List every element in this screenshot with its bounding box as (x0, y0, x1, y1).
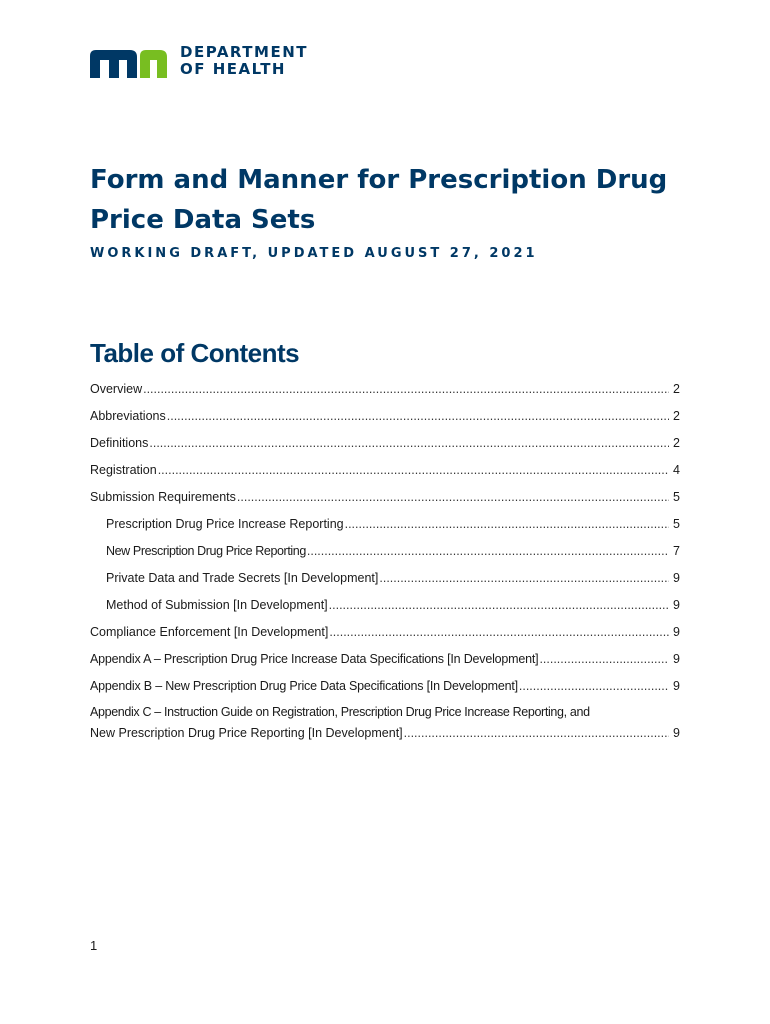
toc-entry-page: 5 (673, 490, 680, 504)
toc-entry-page: 9 (673, 625, 680, 639)
toc-leader-dots (307, 540, 669, 562)
toc-entry-registration[interactable] (90, 459, 680, 486)
toc-leader-dots (329, 621, 669, 643)
toc-entry-label: Overview (90, 382, 143, 396)
toc-entry-label: Abbreviations (90, 409, 166, 423)
toc-entry-page: 9 (673, 598, 680, 612)
toc-entry-compliance-enforcement[interactable] (90, 621, 680, 648)
toc-entry-method-of-submission[interactable] (90, 594, 680, 621)
toc-entry-new-drug-price-reporting[interactable] (90, 540, 680, 567)
toc-leader-dots (539, 648, 669, 670)
toc-entry-label: Registration (90, 463, 157, 477)
toc-entry-overview[interactable] (90, 378, 680, 405)
toc-entry-submission-requirements[interactable] (90, 486, 680, 513)
toc-entry-page: 4 (673, 463, 680, 477)
toc-leader-dots (143, 378, 669, 400)
toc-leader-dots (345, 513, 669, 535)
logo-line-2: OF HEALTH (180, 60, 286, 78)
toc-entry-label-line-1: Appendix C – Instruction Guide on Registration, Prescription Drug Price Increase Reporting, and (90, 705, 590, 719)
toc-entry-label: Method of Submission [In Development] (106, 598, 328, 612)
toc-leader-dots (167, 405, 669, 427)
toc-leader-dots (404, 723, 669, 744)
toc-entry-private-data-trade-secrets[interactable] (90, 567, 680, 594)
toc-leader-dots (237, 486, 669, 508)
toc-entry-page: 7 (673, 544, 680, 558)
toc-entry-appendix-c[interactable] (90, 702, 680, 744)
toc-leader-dots (519, 675, 669, 697)
toc-entry-label-line-2: New Prescription Drug Price Reporting [In Development] (90, 726, 403, 740)
toc-entry-page: 9 (673, 571, 680, 585)
toc-entry-label: Definitions (90, 436, 149, 450)
toc-heading: Table of Contents (90, 338, 300, 368)
toc-entry-page: 2 (673, 436, 680, 450)
toc-entry-label: New Prescription Drug Price Reporting (106, 544, 306, 558)
toc-leader-dots (149, 432, 669, 454)
document-subtitle: WORKING DRAFT, UPDATED AUGUST 27, 2021 (90, 246, 538, 261)
toc-entry-page: 9 (673, 652, 680, 666)
document-title: Form and Manner for Prescription Drug Price Data Sets (90, 165, 668, 235)
toc-entry-abbreviations[interactable] (90, 405, 680, 432)
toc-entry-page: 9 (673, 679, 680, 693)
toc-entry-price-increase-reporting[interactable] (90, 513, 680, 540)
logo-text (180, 44, 308, 78)
toc-entry-label: Appendix A – Prescription Drug Price Increase Data Specifications [In Development] (90, 652, 539, 666)
toc-entry-definitions[interactable] (90, 432, 680, 459)
toc-leader-dots (329, 594, 669, 616)
toc-entry-page: 9 (673, 726, 680, 740)
toc-entry-appendix-a[interactable] (90, 648, 680, 675)
toc-leader-dots (379, 567, 669, 589)
toc-entry-label: Prescription Drug Price Increase Reporting (106, 517, 344, 531)
toc-entry-page: 2 (673, 382, 680, 396)
toc-entry-page: 2 (673, 409, 680, 423)
toc-entry-label: Compliance Enforcement [In Development] (90, 625, 329, 639)
toc-entry-appendix-b[interactable] (90, 675, 680, 702)
table-of-contents (90, 378, 680, 744)
toc-leader-dots (158, 459, 669, 481)
page-number: 1 (90, 938, 98, 953)
logo-line-1: DEPARTMENT (180, 43, 308, 61)
mn-logo-icon (90, 50, 167, 78)
toc-entry-label: Appendix B – New Prescription Drug Price Data Specifications [In Development] (90, 679, 518, 693)
toc-entry-page: 5 (673, 517, 680, 531)
toc-entry-label: Private Data and Trade Secrets [In Development] (106, 571, 379, 585)
toc-entry-label: Submission Requirements (90, 490, 236, 504)
